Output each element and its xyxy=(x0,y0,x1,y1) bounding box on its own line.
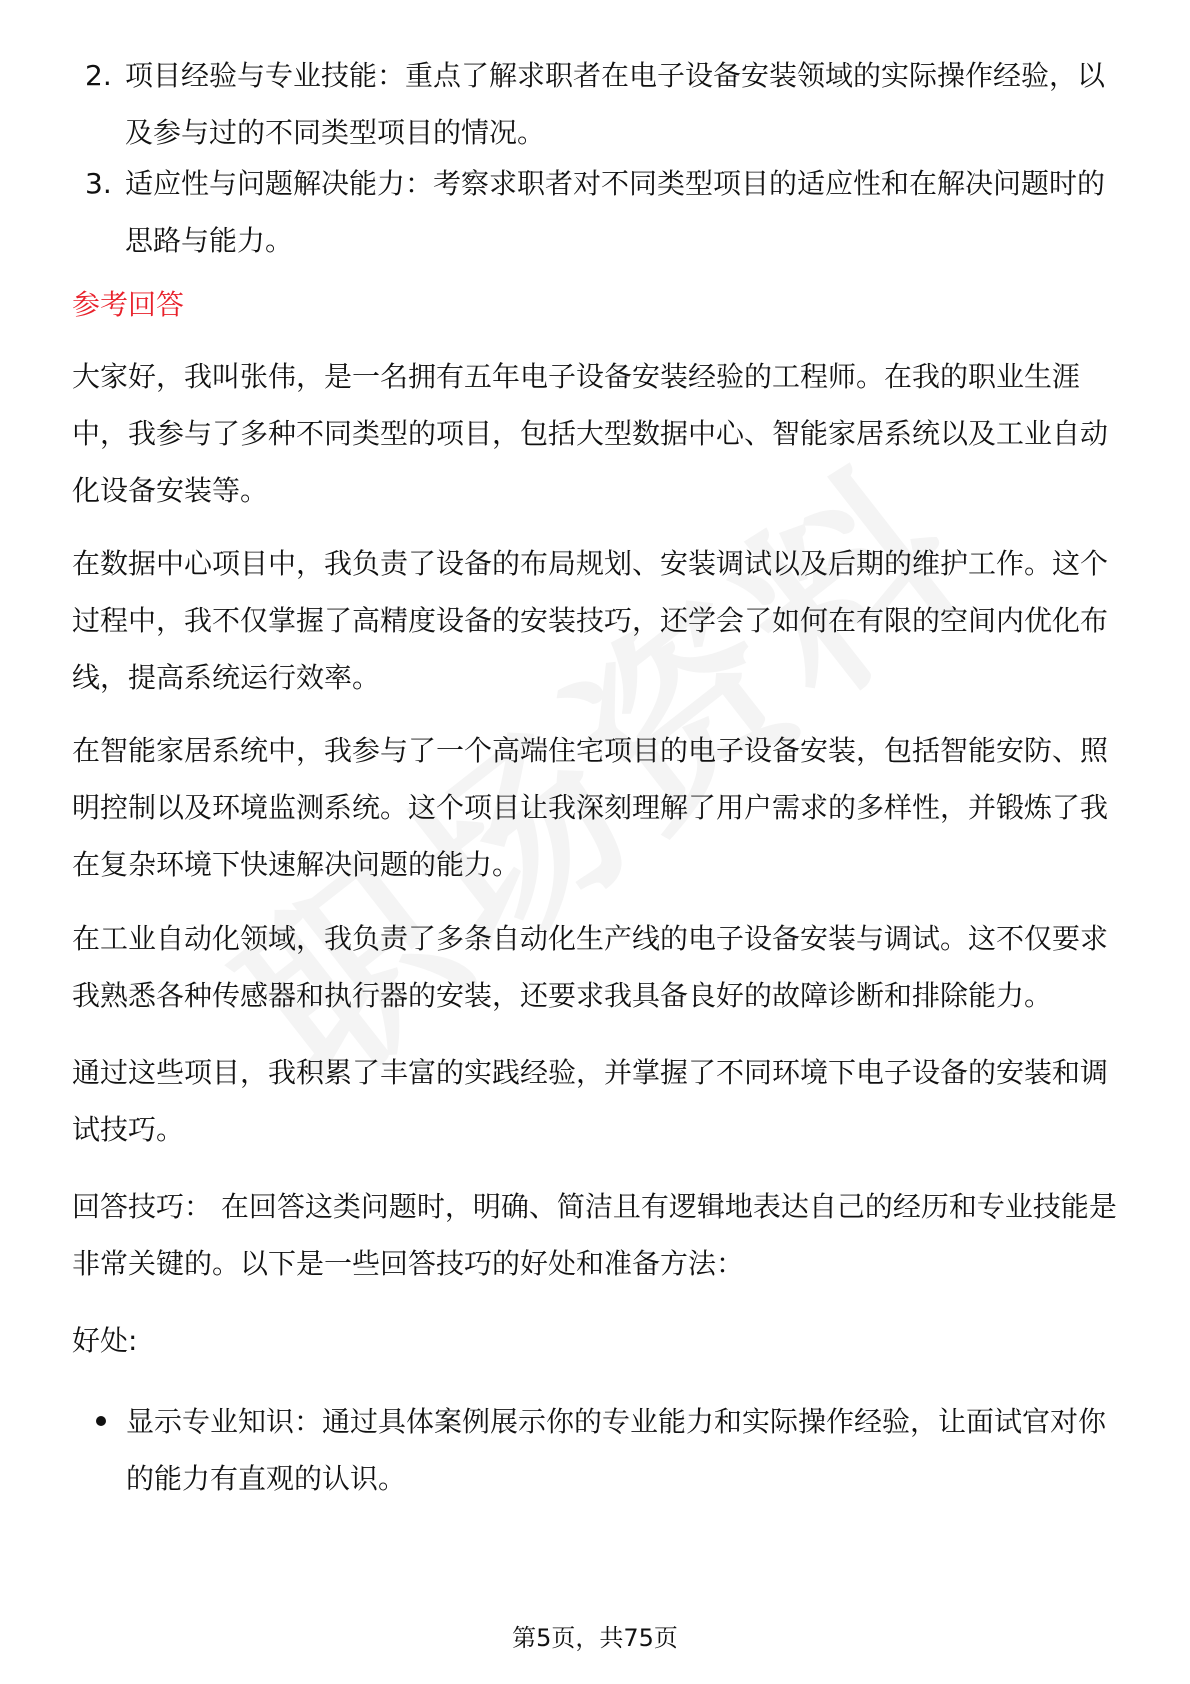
list-number: 3. xyxy=(85,167,112,200)
paragraph: 大家好，我叫张伟，是一名拥有五年电子设备安装经验的工程师。在我的职业生涯中，我参与了多种不同类型的项目，包括大型数据中心、智能家居系统以及工业自动化设备安装等。 xyxy=(72,360,1109,507)
list-number: 2. xyxy=(85,59,112,92)
list-item-text: 适应性与问题解决能力：考察求职者对不同类型项目的适应性和在解决问题时的思路与能力。 xyxy=(125,167,1106,257)
paragraph: 在数据中心项目中，我负责了设备的布局规划、安装调试以及后期的维护工作。这个过程中，我不仅掌握了高精度设备的安装技巧，还学会了如何在有限的空间内优化布线，提高系统运行效率。 xyxy=(72,547,1109,694)
paragraph: 在智能家居系统中，我参与了一个高端住宅项目的电子设备安装，包括智能安防、照明控制以及环境监测系统。这个项目让我深刻理解了用户需求的多样性，并锻炼了我在复杂环境下快速解决问题的能力。 xyxy=(72,734,1109,881)
bullet-icon xyxy=(96,1416,106,1426)
numbered-list-item xyxy=(85,155,1125,269)
page-number-footer: 第5页，共75页 xyxy=(512,1624,678,1652)
paragraph: 回答技巧： 在回答这类问题时，明确、简洁且有逻辑地表达自己的经历和专业技能是非常关键的。以下是一些回答技巧的好处和准备方法： xyxy=(72,1190,1117,1280)
list-item-text: 项目经验与专业技能：重点了解求职者在电子设备安装领域的实际操作经验，以及参与过的不同类型项目的情况。 xyxy=(125,59,1106,149)
paragraph: 通过这些项目，我积累了丰富的实践经验，并掌握了不同环境下电子设备的安装和调试技巧。 xyxy=(72,1056,1109,1146)
bullet-item-text: 显示专业知识：通过具体案例展示你的专业能力和实际操作经验，让面试官对你的能力有直观的认识。 xyxy=(126,1405,1107,1495)
numbered-list-item xyxy=(85,47,1125,161)
bullet-list-item xyxy=(96,1393,1126,1507)
paragraph: 好处: xyxy=(72,1324,138,1357)
section-heading: 参考回答 xyxy=(72,288,185,321)
paragraph: 在工业自动化领域，我负责了多条自动化生产线的电子设备安装与调试。这不仅要求我熟悉各种传感器和执行器的安装，还要求我具备良好的故障诊断和排除能力。 xyxy=(72,922,1109,1012)
